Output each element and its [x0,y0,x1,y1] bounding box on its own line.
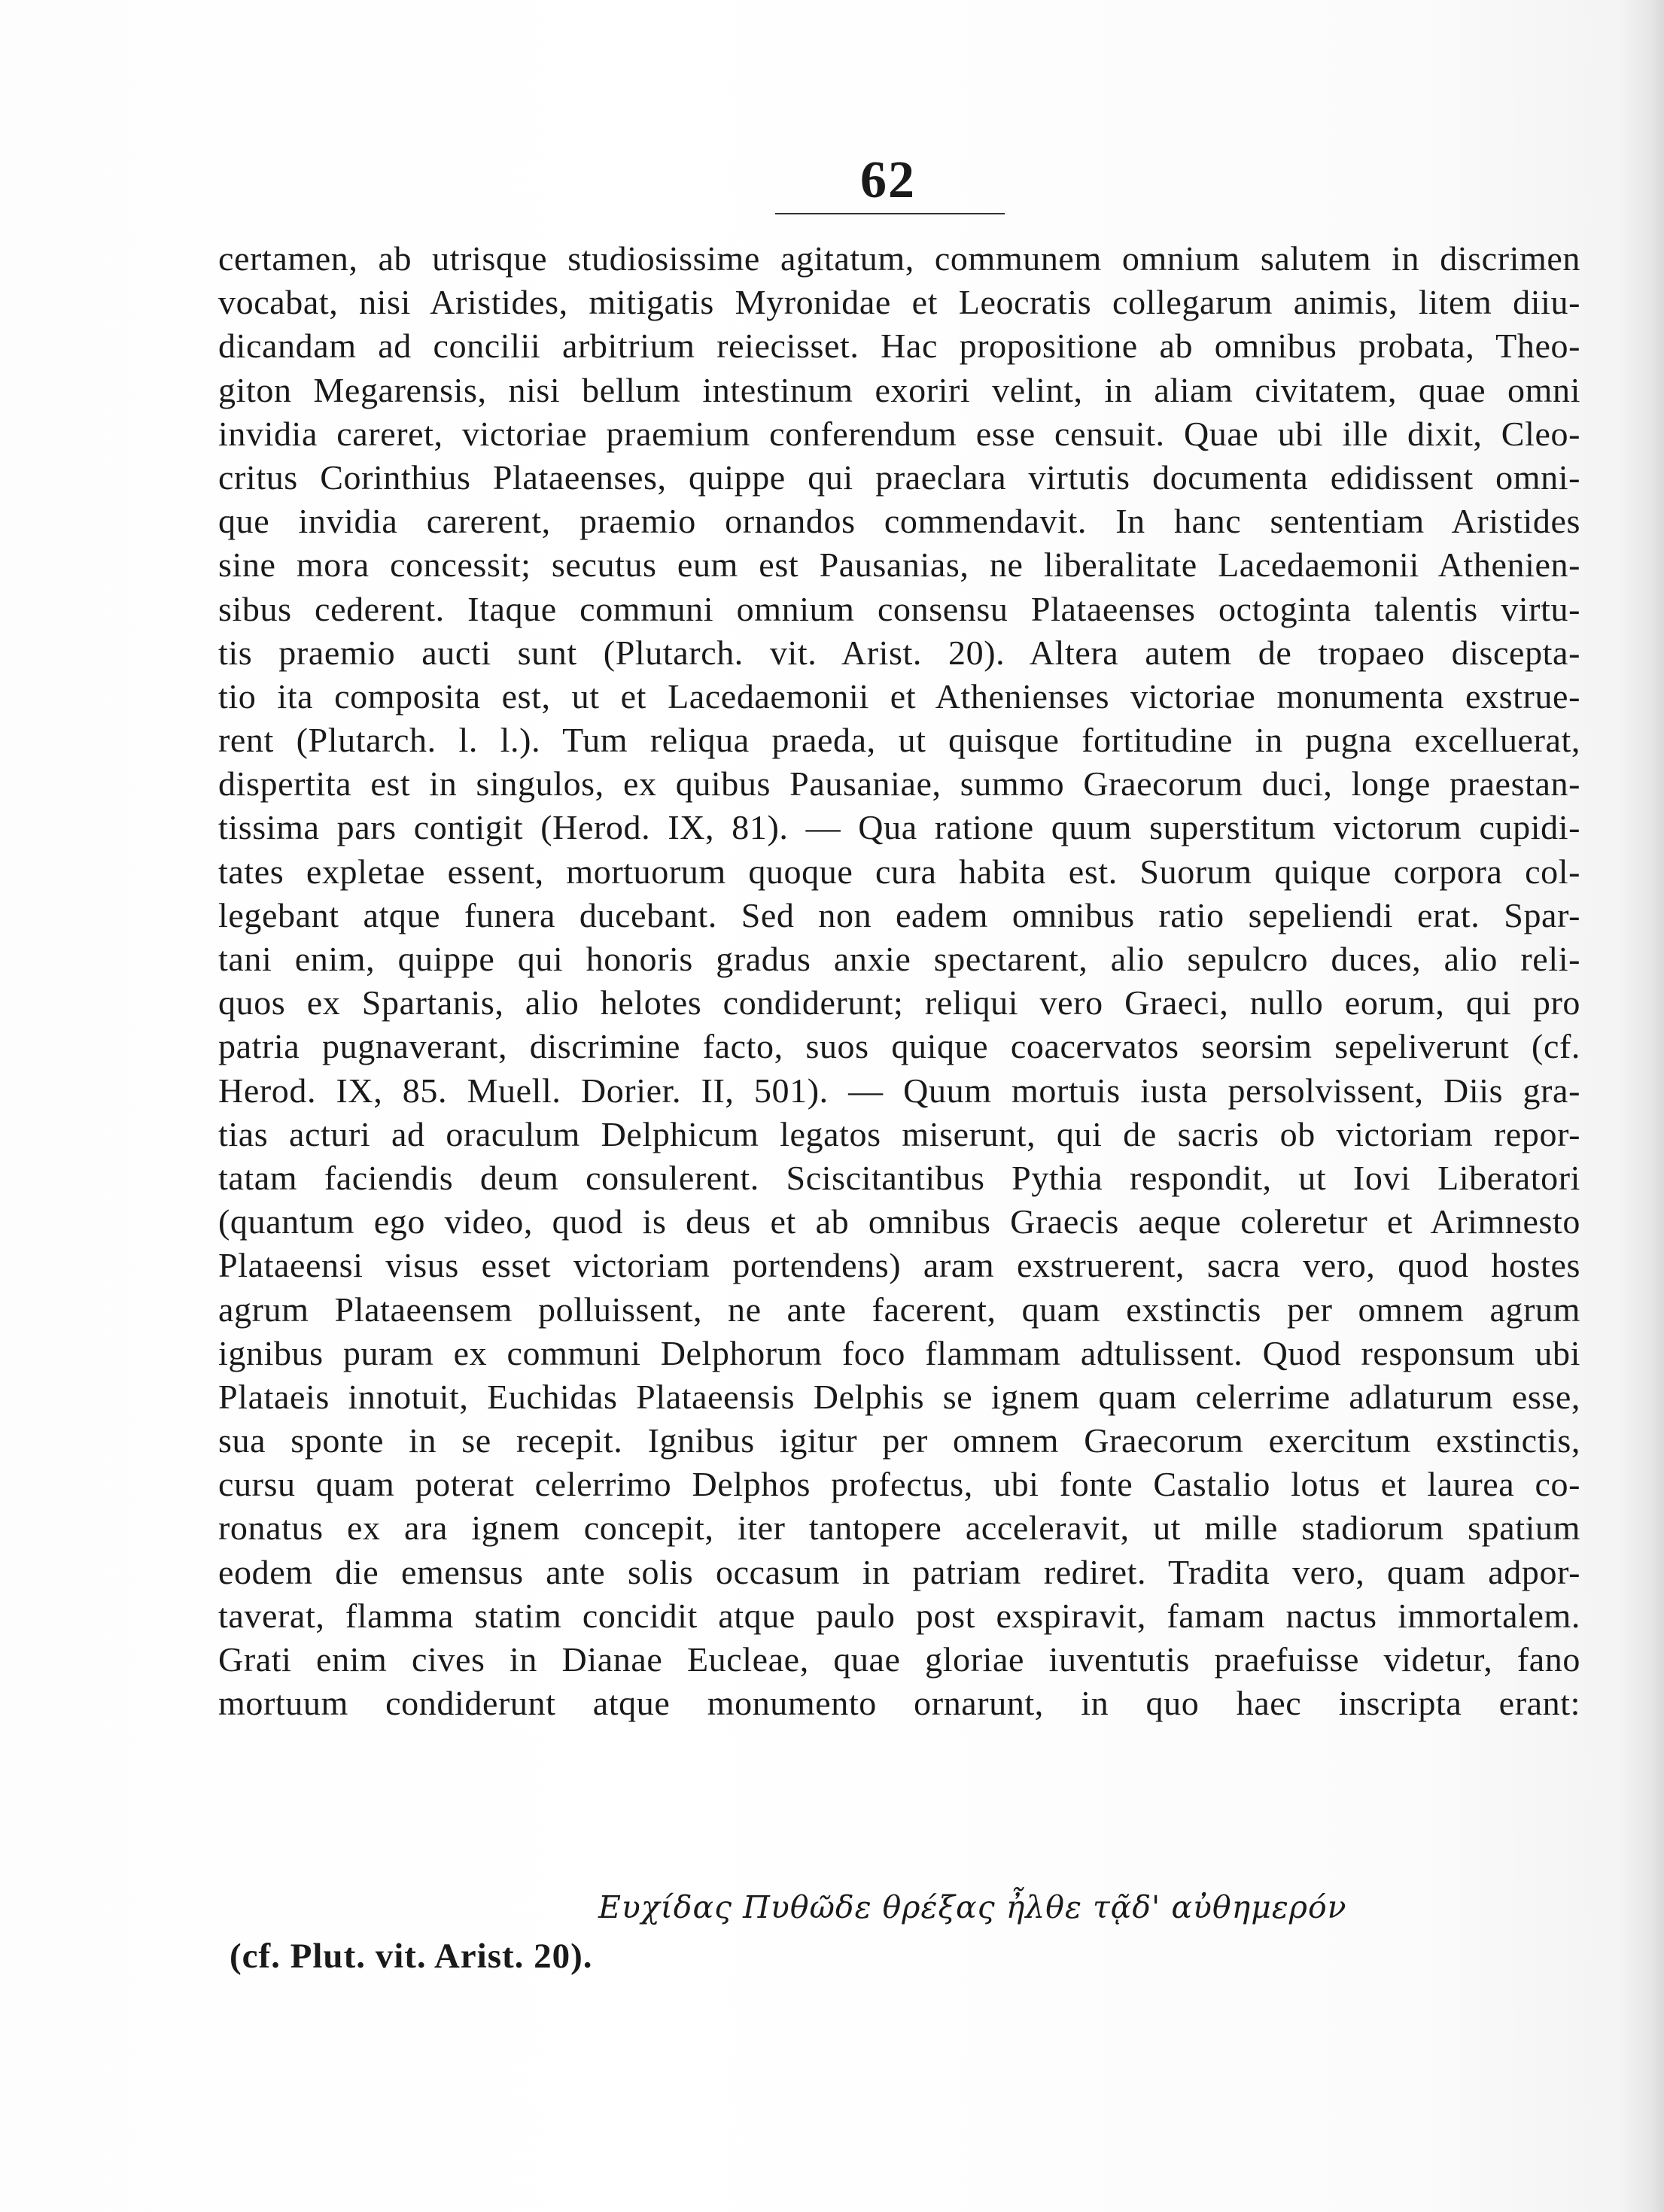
text-line-16: legebant atque funera ducebant. Sed non eadem omnibus ratio sepeliendi erat. Spar- [218,895,1580,934]
text-line-20: Herod. IX, 85. Muell. Dorier. II, 501). — Quum mortuis iusta persolvissent, Diis gra- [218,1071,1580,1110]
text-line-34: mortuum condiderunt atque monumento ornarunt, in quo haec inscripta erant: [218,1684,1580,1723]
page-number: 62 [860,151,916,209]
text-line-14: tissima pars contigit (Herod. IX, 81). — Qua ratione quum superstitum victorum cupidi- [218,808,1580,847]
text-line-3: dicandam ad concilii arbitrium reiecisset. Hac propositione ab omnibus probata, Theo- [218,327,1580,366]
header-rule [775,213,1005,214]
text-line-5: invidia careret, victoriae praemium conferendum esse censuit. Quae ubi ille dixit, Cleo- [218,414,1580,453]
text-line-25: agrum Plataeensem polluissent, ne ante facerent, quam exstinctis per omnem agrum [218,1290,1580,1329]
text-line-30: ronatus ex ara ignem concepit, iter tantopere acceleravit, ut mille stadiorum spatium [218,1509,1580,1548]
page-edge-shadow [1619,0,1664,2212]
text-line-6: critus Corinthius Plataeenses, quippe qui praeclara virtutis documenta edidissent omni- [218,457,1580,497]
text-line-21: tias acturi ad oraculum Delphicum legatos miserunt, qui de sacris ob victoriam repor- [218,1114,1580,1153]
text-line-9: sibus cederent. Itaque communi omnium consensu Plataeenses octoginta talentis virtu- [218,589,1580,628]
text-line-26: ignibus puram ex communi Delphorum foco flammam adtulissent. Quod responsum ubi [218,1333,1580,1372]
text-line-11: tio ita composita est, ut et Lacedaemonii et Athenienses victoriae monumenta exstrue- [218,676,1580,716]
text-line-33: Grati enim cives in Dianae Eucleae, quae gloriae iuventutis praefuisse videtur, fano [218,1640,1580,1679]
text-line-4: giton Megarensis, nisi bellum intestinum exoriri velint, in aliam civitatem, quae omni [218,370,1580,409]
text-line-2: vocabat, nisi Aristides, mitigatis Myronidae et Leocratis collegarum animis, litem diiu- [218,283,1580,322]
text-line-32: taverat, flamma statim concidit atque paulo post exspiravit, famam nactus immortalem. [218,1596,1580,1635]
text-line-29: cursu quam poterat celerrimo Delphos profectus, ubi fonte Castalio lotus et laurea co- [218,1465,1580,1504]
text-line-12: rent (Plutarch. l. l.). Tum reliqua praeda, ut quisque fortitudine in pugna excelluerat, [218,721,1580,760]
text-line-15: tates expletae essent, mortuorum quoque cura habita est. Suorum quique corpora col- [218,852,1580,891]
text-line-23: (quantum ego video, quod is deus et ab omnibus Graecis aeque coleretur et Arimnesto [218,1202,1580,1241]
body-text [218,237,1580,1725]
text-line-8: sine mora concessit; secutus eum est Pausanias, ne liberalitate Lacedaemonii Athenien- [218,545,1580,585]
text-line-31: eodem die emensus ante solis occasum in patriam rediret. Tradita vero, quam adpor- [218,1552,1580,1591]
citation: (cf. Plut. vit. Arist. 20). [230,1937,593,1976]
text-line-10: tis praemio aucti sunt (Plutarch. vit. Arist. 20). Altera autem de tropaeo discepta- [218,633,1580,672]
text-line-27: Plataeis innotuit, Euchidas Plataeensis Delphis se ignem quam celerrime adlaturum esse, [218,1377,1580,1416]
text-line-24: Plataeensi visus esset victoriam portendens) aram exstruerent, sacra vero, quod hostes [218,1246,1580,1285]
text-line-17: tani enim, quippe qui honoris gradus anxie spectarent, alio sepulcro duces, alio reli- [218,940,1580,978]
greek-inscription-verse: Ευχίδας Πυθῶδε θρέξας ἦλθε τᾷδ' αὐθημερόν [598,1889,1347,1925]
text-line-18: quos ex Spartanis, alio helotes condiderunt; reliqui vero Graeci, nullo eorum, qui pro [218,983,1580,1022]
text-line-19: patria pugnaverant, discrimine facto, suos quique coacervatos seorsim sepeliverunt (cf. [218,1027,1580,1066]
text-line-1: certamen, ab utrisque studiosissime agitatum, communem omnium salutem in discrimen [218,239,1580,278]
text-line-13: dispertita est in singulos, ex quibus Pausaniae, summo Graecorum duci, longe praestan- [218,764,1580,804]
text-line-7: que invidia carerent, praemio ornandos commendavit. In hanc sententiam Aristides [218,502,1580,541]
text-line-22: tatam faciendis deum consulerent. Sciscitantibus Pythia respondit, ut Iovi Liberatori [218,1158,1580,1197]
text-line-28: sua sponte in se recepit. Ignibus igitur per omnem Graecorum exercitum exstinctis, [218,1421,1580,1460]
